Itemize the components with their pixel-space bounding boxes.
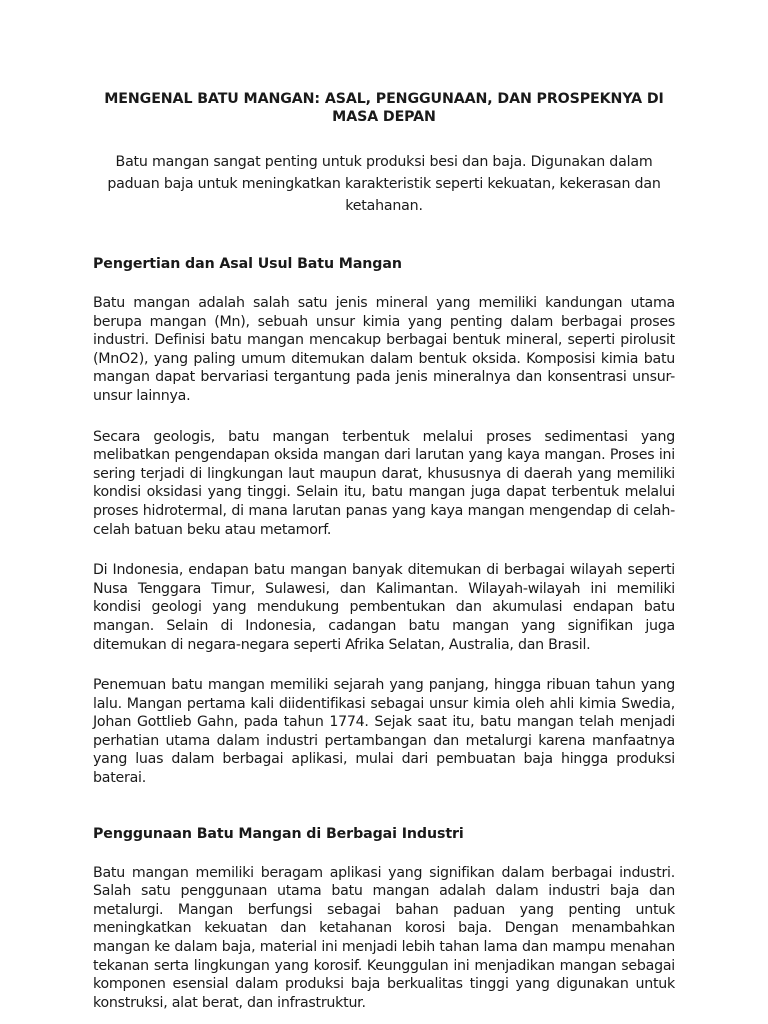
paragraph: Penemuan batu mangan memiliki sejarah yang panjang, hingga ribuan tahun yang lalu. Mangan pertama kali diidentifikasi sebagai unsur kimia oleh ahli kimia Swedia, Johan Gottlieb Gahn, pada tahun 1774. Sejak saat itu, batu mangan telah menjadi perhatian utama dalam industri pertambangan dan metalurgi karena manfaatnya yang luas dalam berbagai aplikasi, mulai dari pembuatan baja hingga produksi baterai. — [93, 677, 675, 787]
paragraph: Di Indonesia, endapan batu mangan banyak ditemukan di berbagai wilayah seperti Nusa Tenggara Timur, Sulawesi, dan Kalimantan. Wilayah-wilayah ini memiliki kondisi geologi yang mendukung pembentukan dan akumulasi endapan batu mangan. Selain di Indonesia, cadangan batu mangan yang signifikan juga ditemukan di negara-negara seperti Afrika Selatan, Australia, dan Brasil. — [93, 562, 675, 653]
paragraph: Batu mangan memiliki beragam aplikasi yang signifikan dalam berbagai industri. Salah satu penggunaan utama batu mangan adalah dalam industri baja dan metalurgi. Mangan berfungsi sebagai bahan paduan yang penting untuk meningkatkan kekuatan dan ketahanan korosi baja. Dengan menambahkan mangan ke dalam baja, material ini menjadi lebih tahan lama dan mampu menahan tekanan serta lingkungan yang korosif. Keunggulan ini menjadikan mangan sebagai komponen esensial dalam produksi baja berkualitas tinggi yang digunakan untuk konstruksi, alat berat, dan infrastruktur. — [93, 864, 675, 1011]
document-page — [93, 90, 675, 1012]
document-intro: Batu mangan sangat penting untuk produksi besi dan baja. Digunakan dalam paduan baja untuk meningkatkan karakteristik seperti kekuatan, kekerasan dan ketahanan. — [107, 154, 661, 214]
paragraph: Secara geologis, batu mangan terbentuk melalui proses sedimentasi yang melibatkan pengendapan oksida mangan dari larutan yang kaya mangan. Proses ini sering terjadi di lingkungan laut maupun darat, khususnya di daerah yang memiliki kondisi oksidasi yang tinggi. Selain itu, batu mangan juga dapat terbentuk melalui proses hidrotermal, di mana larutan panas yang kaya mangan mengendap di celah-celah batuan beku atau metamorf. — [93, 428, 675, 538]
paragraph: Batu mangan adalah salah satu jenis mineral yang memiliki kandungan utama berupa mangan (Mn), sebuah unsur kimia yang penting dalam berbagai proses industri. Definisi batu mangan mencakup berbagai bentuk mineral, seperti pirolusit (MnO2), yang paling umum ditemukan dalam bentuk oksida. Komposisi kimia batu mangan dapat bervariasi tergantung pada jenis mineralnya dan konsentrasi unsur-unsur lainnya. — [93, 295, 675, 404]
section-heading-origin: Pengertian dan Asal Usul Batu Mangan — [93, 256, 402, 272]
document-title: MENGENAL BATU MANGAN: ASAL, PENGGUNAAN, DAN PROSPEKNYA DI MASA DEPAN — [104, 91, 664, 125]
section-heading-usage: Penggunaan Batu Mangan di Berbagai Industri — [93, 825, 464, 842]
